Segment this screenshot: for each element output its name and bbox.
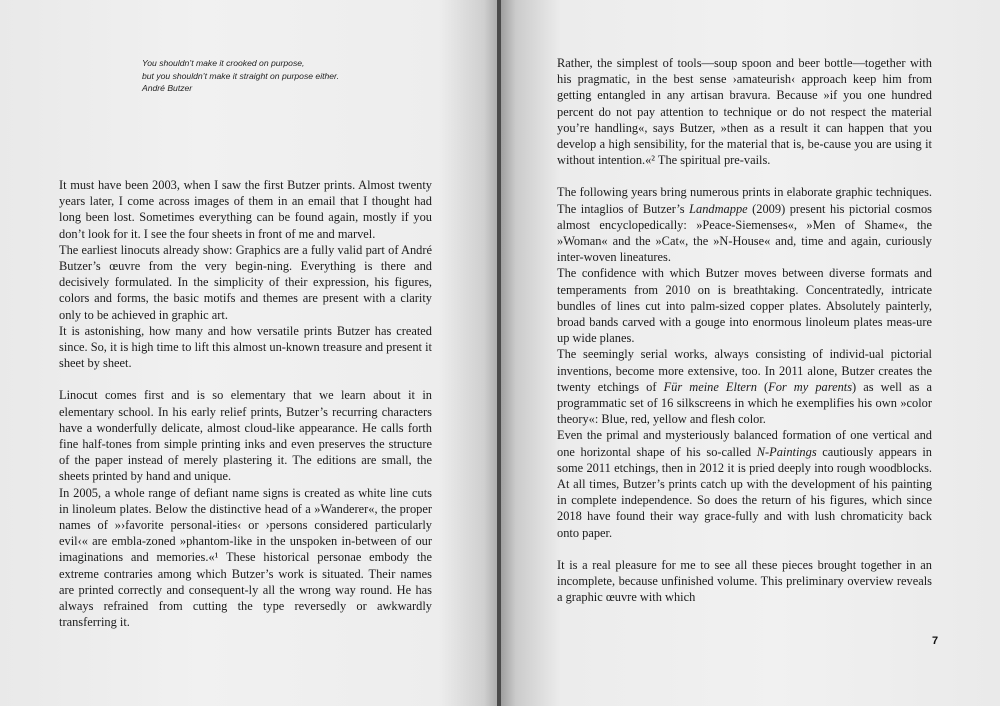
paragraph: In 2005, a whole range of defiant name signs is created as white line cuts in linoleum plates. Below the distinctive head of a »Wanderer«, the proper names of »›favorite personal-ities‹ or ›persons considered particularly evil‹« are embla-zoned »phantom-like in the unspoken in-between of our imaginations and memories.«¹ These historical personae embody the extreme contraries among which Butzer’s work is situated. Their names are printed correctly and consequent-ly all the wrong way round. He has always refrained from cutting the type reversedly or awkwardly transferring it. [59,485,432,630]
italic-title: Landmappe [689,201,748,216]
text-span: cautiously appears in some 2011 etchings, then in 2012 it is pried deeply into rough woodblocks. At all times, Butzer’s prints catch up with the development of his painting in complete independence. So does the return of his figures, which since 2018 have found their way grace-fully and with lush chromaticity back onto paper. [557,444,932,540]
text-span: The seemingly serial works, always consisting of individ-ual pictorial inventions, become more extensive, too. In 2011 alone, Butzer creates the twenty etchings of [557,347,932,394]
text-span: ) as well as a programmatic set of 16 silkscreens in which he exemplifies his own »color theory«: Blue, red, yellow and flesh color. [557,379,932,427]
text-span: Even the primal and mysteriously balanced formation of one vertical and one horizontal shape of his so-called [557,428,932,459]
text-span: ( [756,379,769,394]
paragraph: It must have been 2003, when I saw the first Butzer prints. Almost twenty years later, I come across images of them in an email that I thought had long been lost. Sometimes everything can be found again, mostly if you don’t look for it. I see the four sheets in front of me and marvel. [59,178,432,241]
text-span: The following years bring numerous prints in elaborate graphic techniques. The intaglios of Butzer’s [557,185,932,216]
left-page [0,0,499,706]
italic-title: For my parents [768,379,853,394]
right-text-column [557,55,932,606]
italic-title: N-Paintings [756,444,817,459]
text-span: (2009) present his pictorial cosmos almost encyclopedically: »Peace-Siemenses«, »Men of Shame«, the »Woman« and the »Cat«, the »N-House« and, time and again, curiously inter-woven lineatures. [557,201,932,265]
italic-title: Für meine Eltern [663,379,757,394]
left-text-column [59,177,432,630]
paragraph: The earliest linocuts already show: Graphics are a fully valid part of André Butzer’s œuvre from the very begin-ning. Everything is there and decisively formulated. In the simplicity of their expression, his figures, colors and forms, the basic motifs and themes are present with a clarity only to be achieved in graphic art. [59,242,432,322]
epigraph-author: André Butzer [142,83,193,94]
paragraph: It is astonishing, how many and how versatile prints Butzer has created since. So, it is high time to lift this almost un-known treasure and present it sheet by sheet. [59,323,432,371]
paragraph [557,427,932,540]
paragraph: The confidence with which Butzer moves between diverse formats and temperaments from 2010 on is breathtaking. Concentratedly, intricate bundles of lines cut into palm-sized copper plates. Absolutely painterly, broad bands carved with a gouge into enormous linoleum plates meas-ure up wide planes. [557,266,932,346]
paragraph [557,346,932,427]
paragraph: Rather, the simplest of tools—soup spoon and beer bottle—together with his pragmatic, in the best sense ›amateurish‹ approach keep him from getting entangled in any artisan bravura. Because »if you one hundred percent do not pay attention to technique or do not respect the material you’re handling«, says Butzer, »then as a result it can happen that you develop a high sensibility, for the material that is, be-cause you are using it without intention.«² The spiritual pre-vails. [557,56,932,168]
epigraph-line: but you shouldn’t make it straight on purpose either. [142,70,339,81]
page-number: 7 [932,635,939,647]
paragraph: Linocut comes first and is so elementary that we learn about it in elementary school. In his early relief prints, Butzer’s recurring characters have a wonderfully delicate, almost cloud-like appearance. He calls forth fine half-tones from simple printing inks and even preserves the structure of the paper instead of merely plastering it. The editions are small, the sheets printed by hand and unique. [59,388,432,484]
epigraph-line: You shouldn’t make it crooked on purpose, [142,58,305,68]
paragraph: It is a real pleasure for me to see all these pieces brought together in an incomplete, because unfinished volume. This preliminary overview reveals a graphic œuvre with which [557,557,932,605]
epigraph [142,57,442,95]
paragraph [557,184,932,265]
